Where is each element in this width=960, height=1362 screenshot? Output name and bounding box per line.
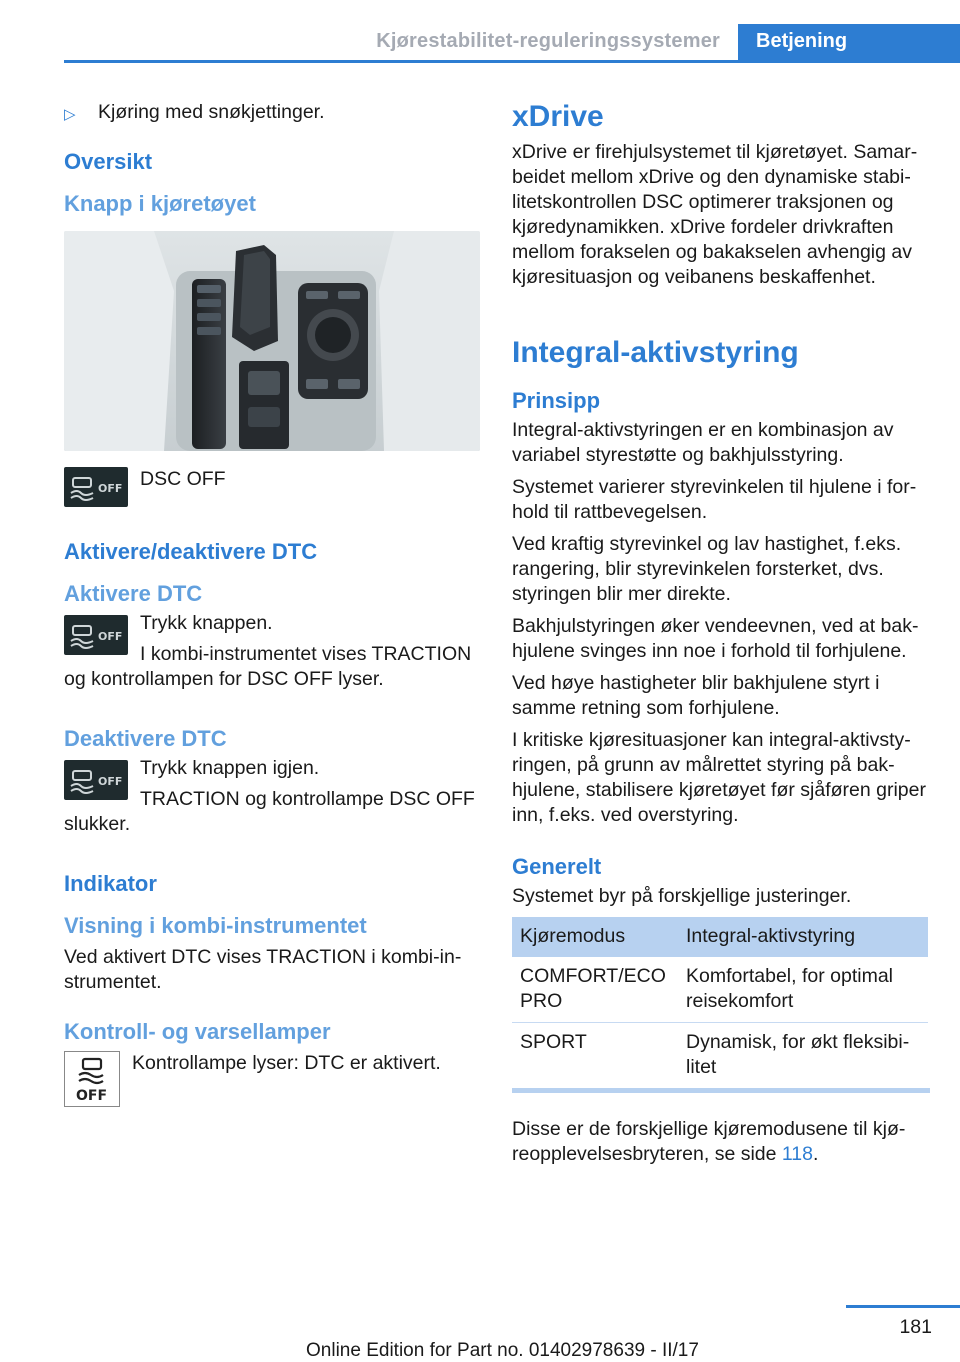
dsc-icon-text: OFF xyxy=(98,775,123,788)
prinsipp-paragraph-1: Integral-aktivstyringen er en kombinasjon av variabel styrestøtte og bakhjulsstyring. xyxy=(512,419,894,466)
table-cell: Komfortabel, for optimal reisekomfort xyxy=(678,957,928,1023)
page-number: 181 xyxy=(899,1316,932,1338)
heading-xdrive: xDrive xyxy=(512,100,604,133)
edition-footer: Online Edition for Part no. 01402978639 - II/17 xyxy=(306,1340,699,1361)
dsc-off-row xyxy=(64,467,482,507)
closing-paragraph xyxy=(512,1117,930,1167)
footer-rule xyxy=(846,1305,960,1308)
table-cell: COMFORT/ECO PRO xyxy=(512,957,678,1023)
kontroll-block xyxy=(64,1051,482,1104)
deaktivere-step-1: Trykk knappen igjen. xyxy=(140,757,320,779)
header-rule xyxy=(64,60,960,63)
header-chapter-tab[interactable] xyxy=(738,24,960,62)
table-cell: Dynamisk, for økt fleksibilitet xyxy=(686,1031,910,1078)
heading-visning: Visning i kombi-instrumentet xyxy=(64,913,367,938)
bullet-item xyxy=(64,100,482,127)
aktivere-step-2: I kombi-instrumentet vises TRACTION og kontrollampen for DSC OFF lyser. xyxy=(64,643,472,690)
heading-deaktivere: Deaktivere DTC xyxy=(64,726,227,751)
indicator-icon-text: OFF xyxy=(76,1088,108,1104)
heading-kontroll: Kontroll- og varsellamper xyxy=(64,1019,331,1044)
triangle-bullet-icon: ▷ xyxy=(64,106,76,123)
dsc-off-button-icon xyxy=(64,760,128,800)
page-header xyxy=(0,0,960,64)
table-row xyxy=(512,957,928,1023)
heading-generelt: Generelt xyxy=(512,854,602,879)
heading-prinsipp: Prinsipp xyxy=(512,388,601,413)
heading-knapp: Knapp i kjøretøyet xyxy=(64,191,256,216)
aktivere-block xyxy=(64,611,482,692)
console-photo xyxy=(64,231,480,451)
prinsipp-paragraph-4: Bakhjulstyringen øker vendeevnen, ved at bakhjulene svinges inn noe i forhold til forhjulene. xyxy=(512,615,919,662)
heading-aktivere-deaktivere: Aktivere/deaktivere DTC xyxy=(64,539,318,564)
dsc-off-button-icon xyxy=(64,615,128,655)
right-column xyxy=(512,100,930,1167)
visning-text: Ved aktivert DTC vises TRACTION i kombi-instrumentet. xyxy=(64,946,462,993)
traction-indicator-icon xyxy=(64,1051,120,1107)
prinsipp-paragraph-2: Systemet varierer styrevinkelen til hjulene i forhold til rattbevegelsen. xyxy=(512,476,917,523)
kontroll-text: Kontrollampe lyser: DTC er aktivert. xyxy=(132,1052,441,1074)
dsc-icon-text: OFF xyxy=(98,482,123,495)
xdrive-text: xDrive er firehjulsystemet til kjøretøyet. Samarbeidet mellom xDrive og den dynamiske stabilitetskontrollen DSC optimerer traksjonen og kjøredynamikken. xDrive fordeler drivkraften mellom forakselen og bakakselen avhengig av kjøresituasjon og veibanens beskaffenhet. xyxy=(512,141,918,288)
heading-aktivere: Aktivere DTC xyxy=(64,581,203,606)
header-section-title: Kjørestabilitet-reguleringssystemer xyxy=(376,30,720,52)
generelt-text: Systemet byr på forskjellige justeringer. xyxy=(512,885,852,907)
driving-mode-table xyxy=(512,917,928,1088)
table-header-cell: Kjøremodus xyxy=(512,917,678,957)
closing-end: . xyxy=(813,1143,819,1165)
heading-oversikt: Oversikt xyxy=(64,149,153,174)
deaktivere-step-2: TRACTION og kontrollampe DSC OFF slukker. xyxy=(64,788,475,835)
header-chapter-label: Betjening xyxy=(756,30,848,52)
deaktivere-block xyxy=(64,756,482,837)
heading-indikator: Indikator xyxy=(64,871,157,896)
dsc-off-label: DSC OFF xyxy=(140,468,226,490)
table-header-cell: Integral-aktivstyring xyxy=(678,917,928,957)
bullet-text: Kjøring med snøkjettinger. xyxy=(98,101,325,123)
aktivere-step-1: Trykk knappen. xyxy=(140,612,273,634)
table-header-row xyxy=(512,917,928,957)
page-link-118[interactable]: 118 xyxy=(781,1143,813,1165)
table-cell: SPORT xyxy=(520,1031,587,1053)
heading-integral: Integral-aktivstyring xyxy=(512,336,799,369)
closing-text: Disse er de forskjellige kjøremodusene til kjøreopplevelsesbryteren, se side xyxy=(512,1118,906,1165)
prinsipp-paragraph-5: Ved høye hastigheter blir bakhjulene styrt i samme retning som forhjulene. xyxy=(512,672,880,719)
left-column xyxy=(64,100,482,1107)
dsc-off-button-icon xyxy=(64,467,128,507)
prinsipp-paragraph-6: I kritiske kjøresituasjoner kan integral-aktivstyringen, på grunn av målrettet styring på bakhjulene, stabilisere kjøretøyet før sjåføren griper inn, f.eks. ved overstyring. xyxy=(512,729,926,826)
table-end-bar xyxy=(512,1088,930,1093)
dsc-icon-text: OFF xyxy=(98,630,123,643)
table-row xyxy=(512,1023,928,1089)
prinsipp-paragraph-3: Ved kraftig styrevinkel og lav hastighet, f.eks. rangering, blir styrevinkelen forsterket, dvs. styringen blir mer direkte. xyxy=(512,533,902,605)
